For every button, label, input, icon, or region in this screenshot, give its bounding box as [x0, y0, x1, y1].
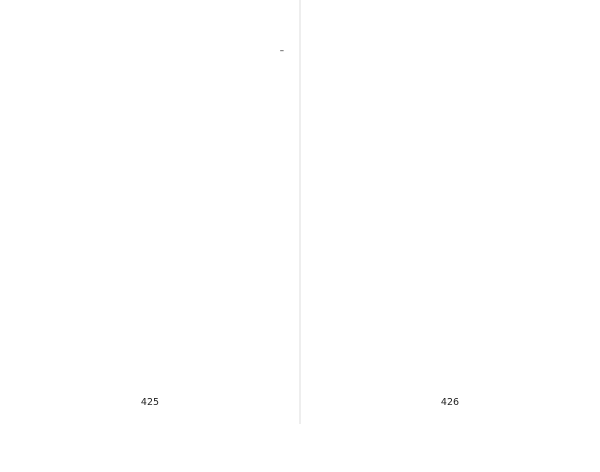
text-line	[22, 318, 284, 332]
text-line	[320, 290, 582, 304]
text-line	[22, 290, 284, 304]
text-line	[22, 430, 284, 444]
text-line	[320, 262, 582, 276]
left-page	[0, 0, 300, 424]
text-line	[22, 30, 284, 44]
page-number: 425	[140, 397, 160, 408]
text-line	[22, 374, 284, 388]
right-paragraph-3	[320, 311, 582, 395]
text-line	[320, 276, 582, 290]
text-line	[320, 213, 582, 227]
text-line	[22, 346, 284, 360]
text-line	[320, 114, 582, 128]
text-line	[320, 311, 582, 325]
text-line	[22, 163, 284, 177]
text-line	[320, 227, 582, 241]
text-line	[320, 100, 582, 114]
text-line	[320, 142, 582, 156]
text-line	[320, 416, 582, 430]
text-line	[22, 100, 284, 114]
text-line	[320, 128, 582, 142]
page-number: 426	[440, 397, 460, 408]
left-paragraph-3	[22, 262, 284, 445]
paragraph-gap	[320, 241, 582, 248]
text-line	[320, 58, 582, 72]
paragraph-gap	[320, 304, 582, 311]
text-line	[22, 332, 284, 346]
text-line	[320, 339, 582, 353]
text-line	[320, 325, 582, 339]
text-line	[320, 86, 582, 100]
left-page-text	[22, 30, 284, 444]
text-line	[22, 128, 284, 142]
text-line	[22, 114, 284, 128]
text-line	[320, 353, 582, 367]
right-paragraph-1	[320, 30, 582, 241]
right-page	[300, 0, 600, 424]
text-line	[22, 416, 284, 430]
text-line	[22, 192, 284, 206]
text-line	[320, 248, 582, 262]
text-line	[320, 367, 582, 381]
text-line	[22, 72, 284, 86]
right-paragraph-2	[320, 248, 582, 304]
text-line	[320, 381, 582, 395]
text-line	[22, 262, 284, 276]
text-line	[22, 206, 284, 220]
text-line	[320, 444, 582, 458]
text-line	[320, 458, 582, 472]
left-paragraph-1	[22, 30, 284, 156]
left-paragraph-2	[22, 163, 284, 261]
text-line	[22, 86, 284, 100]
text-line	[320, 185, 582, 199]
text-line	[22, 220, 284, 234]
text-line	[22, 276, 284, 290]
text-line	[22, 304, 284, 318]
text-line	[320, 170, 582, 184]
text-line	[22, 177, 284, 191]
text-line	[22, 360, 284, 374]
text-line	[320, 156, 582, 170]
text-line	[320, 199, 582, 213]
text-line	[22, 44, 284, 58]
text-line	[22, 234, 284, 248]
right-paragraph-4	[320, 402, 582, 472]
text-line	[22, 142, 284, 156]
text-line	[320, 430, 582, 444]
paragraph-gap	[22, 156, 284, 163]
text-line	[320, 30, 582, 44]
text-line	[22, 248, 284, 262]
text-line	[320, 44, 582, 58]
text-line	[320, 72, 582, 86]
text-line	[22, 58, 284, 72]
